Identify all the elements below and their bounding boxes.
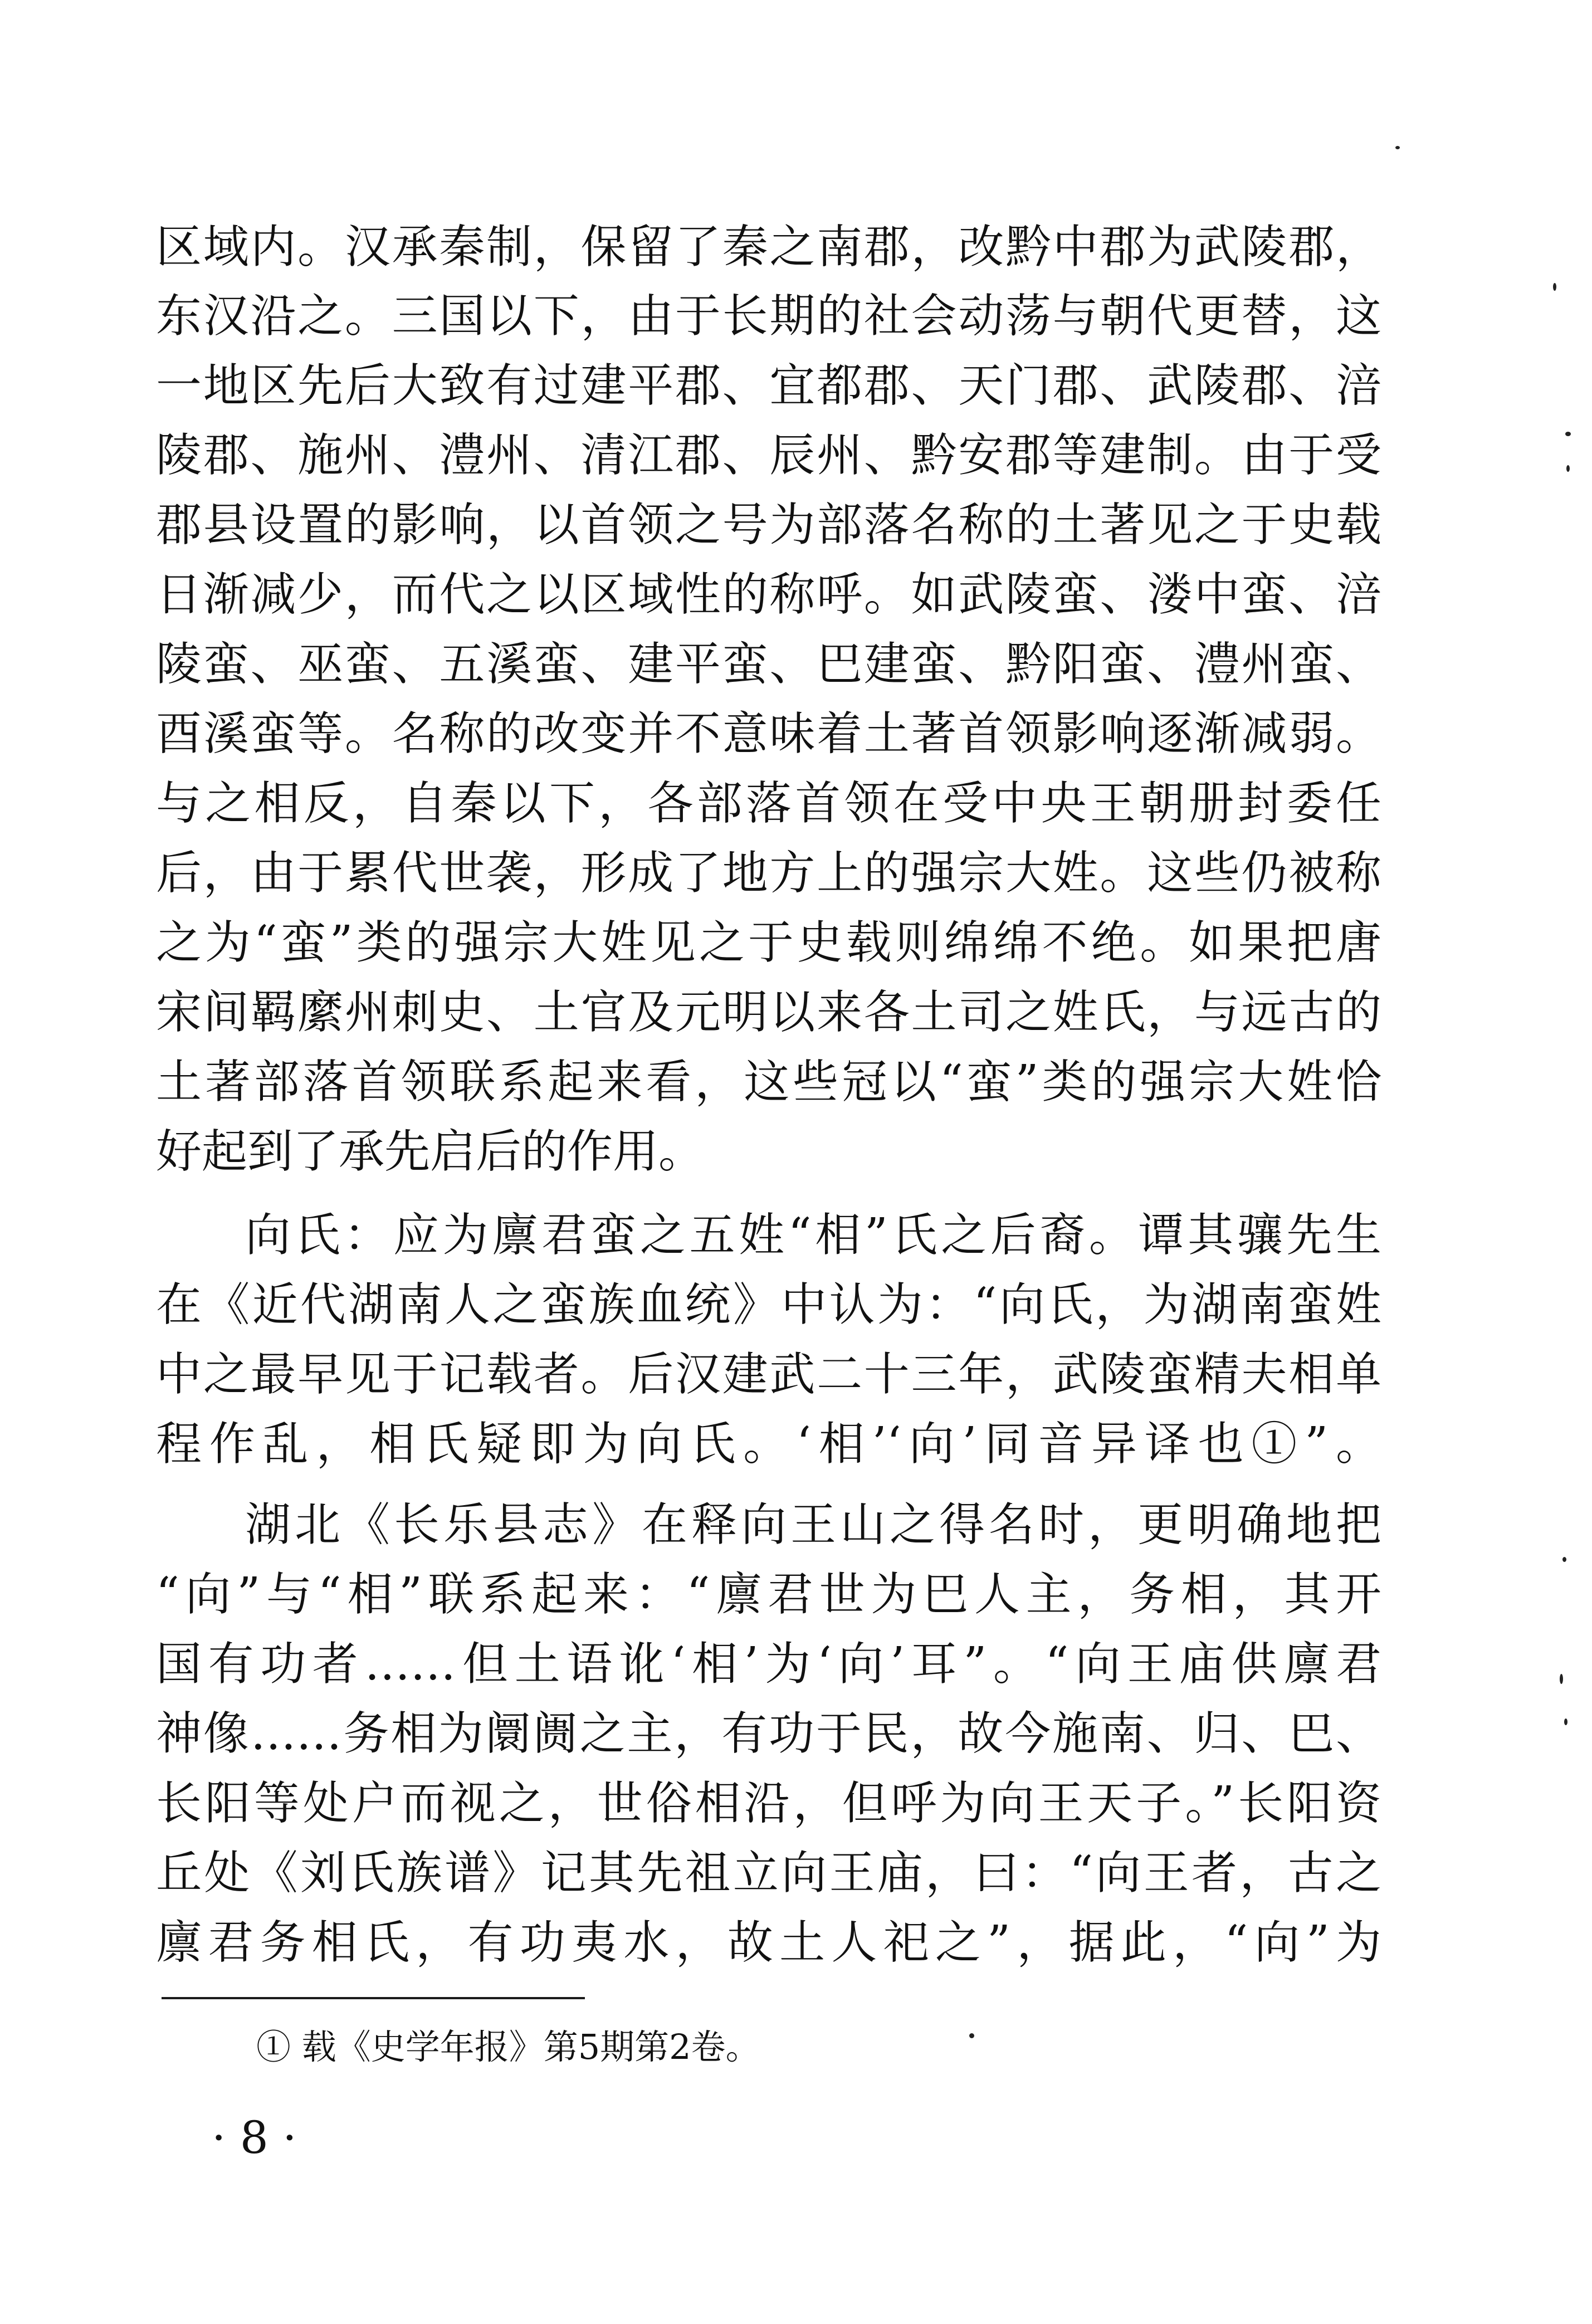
- body-line-15: 向氏：应为廪君蛮之五姓“相”氏之后裔。谭其骧先生: [245, 1209, 1381, 1262]
- body-line-10: 后，由于累代世袭，形成了地方上的强宗大姓。这些仍被称: [156, 847, 1381, 900]
- body-line-13: 土著部落首领联系起来看，这些冠以“蛮”类的强宗大姓恰: [156, 1056, 1381, 1109]
- body-line-8: 酉溪蛮等。名称的改变并不意味着土著首领影响逐渐减弱。: [156, 707, 1381, 760]
- body-line-19: 湖北《长乐县志》在释向王山之得名时，更明确地把: [245, 1498, 1381, 1551]
- body-line-16: 在《近代湖南人之蛮族血统》中认为：“向氏，为湖南蛮姓: [156, 1278, 1381, 1331]
- scan-speck: [1562, 1557, 1566, 1562]
- scan-speck: [969, 2033, 974, 2038]
- footnote: ① 载《史学年报》第5期第2卷。: [256, 2027, 760, 2067]
- body-line-14: 好起到了承先启后的作用。: [156, 1125, 705, 1178]
- scan-speck: [1565, 432, 1571, 436]
- body-line-12: 宋间羁縻州刺史、土官及元明以来各土司之姓氏，与远古的: [156, 986, 1381, 1039]
- body-line-23: 长阳等处户而视之，世俗相沿，但呼为向王天子。”长阳资: [156, 1777, 1381, 1830]
- body-line-4: 陵郡、施州、澧州、清江郡、辰州、黔安郡等建制。由于受: [156, 429, 1381, 482]
- body-line-21: 国有功者……但土语讹‘相’为‘向’耳”。“向王庙供廪君: [156, 1638, 1381, 1691]
- body-line-18: 程作乱，相氏疑即为向氏。‘相’‘向’同音异译也①”。: [156, 1418, 1381, 1471]
- body-line-6: 日渐减少，而代之以区域性的称呼。如武陵蛮、溇中蛮、涪: [156, 568, 1381, 621]
- body-line-1: 区域内。汉承秦制，保留了秦之南郡，改黔中郡为武陵郡，: [156, 221, 1381, 274]
- body-line-22: 神像……务相为阛阓之主，有功于民，故今施南、归、巴、: [156, 1707, 1381, 1760]
- body-line-11: 之为“蛮”类的强宗大姓见之于史载则绵绵不绝。如果把唐: [156, 916, 1381, 969]
- body-line-24: 丘处《刘氏族谱》记其先祖立向王庙，曰：“向王者，古之: [156, 1847, 1381, 1900]
- scan-speck: [1566, 465, 1570, 472]
- body-line-9: 与之相反，自秦以下，各部落首领在受中央王朝册封委任: [156, 777, 1381, 830]
- body-line-5: 郡县设置的影响，以首领之号为部落名称的土著见之于史载: [156, 499, 1381, 551]
- body-line-25: 廪君务相氏，有功夷水，故土人祀之”，据此，“向”为: [156, 1916, 1381, 1969]
- scan-speck: [1553, 283, 1556, 291]
- body-line-3: 一地区先后大致有过建平郡、宜都郡、天门郡、武陵郡、涪: [156, 359, 1381, 412]
- body-line-2: 东汉沿之。三国以下，由于长期的社会动荡与朝代更替，这: [156, 290, 1381, 343]
- scan-speck: [1395, 146, 1400, 149]
- body-line-20: “向”与“相”联系起来：“廪君世为巴人主，务相，其开: [156, 1568, 1381, 1621]
- body-line-17: 中之最早见于记载者。后汉建武二十三年，武陵蛮精夫相单: [156, 1348, 1381, 1401]
- scan-speck: [1564, 1718, 1567, 1725]
- body-line-7: 陵蛮、巫蛮、五溪蛮、建平蛮、巴建蛮、黔阳蛮、澧州蛮、: [156, 638, 1381, 691]
- footnote-divider: [162, 1997, 585, 1999]
- scan-speck: [1560, 1674, 1563, 1684]
- page-number: · 8 ·: [212, 2112, 297, 2164]
